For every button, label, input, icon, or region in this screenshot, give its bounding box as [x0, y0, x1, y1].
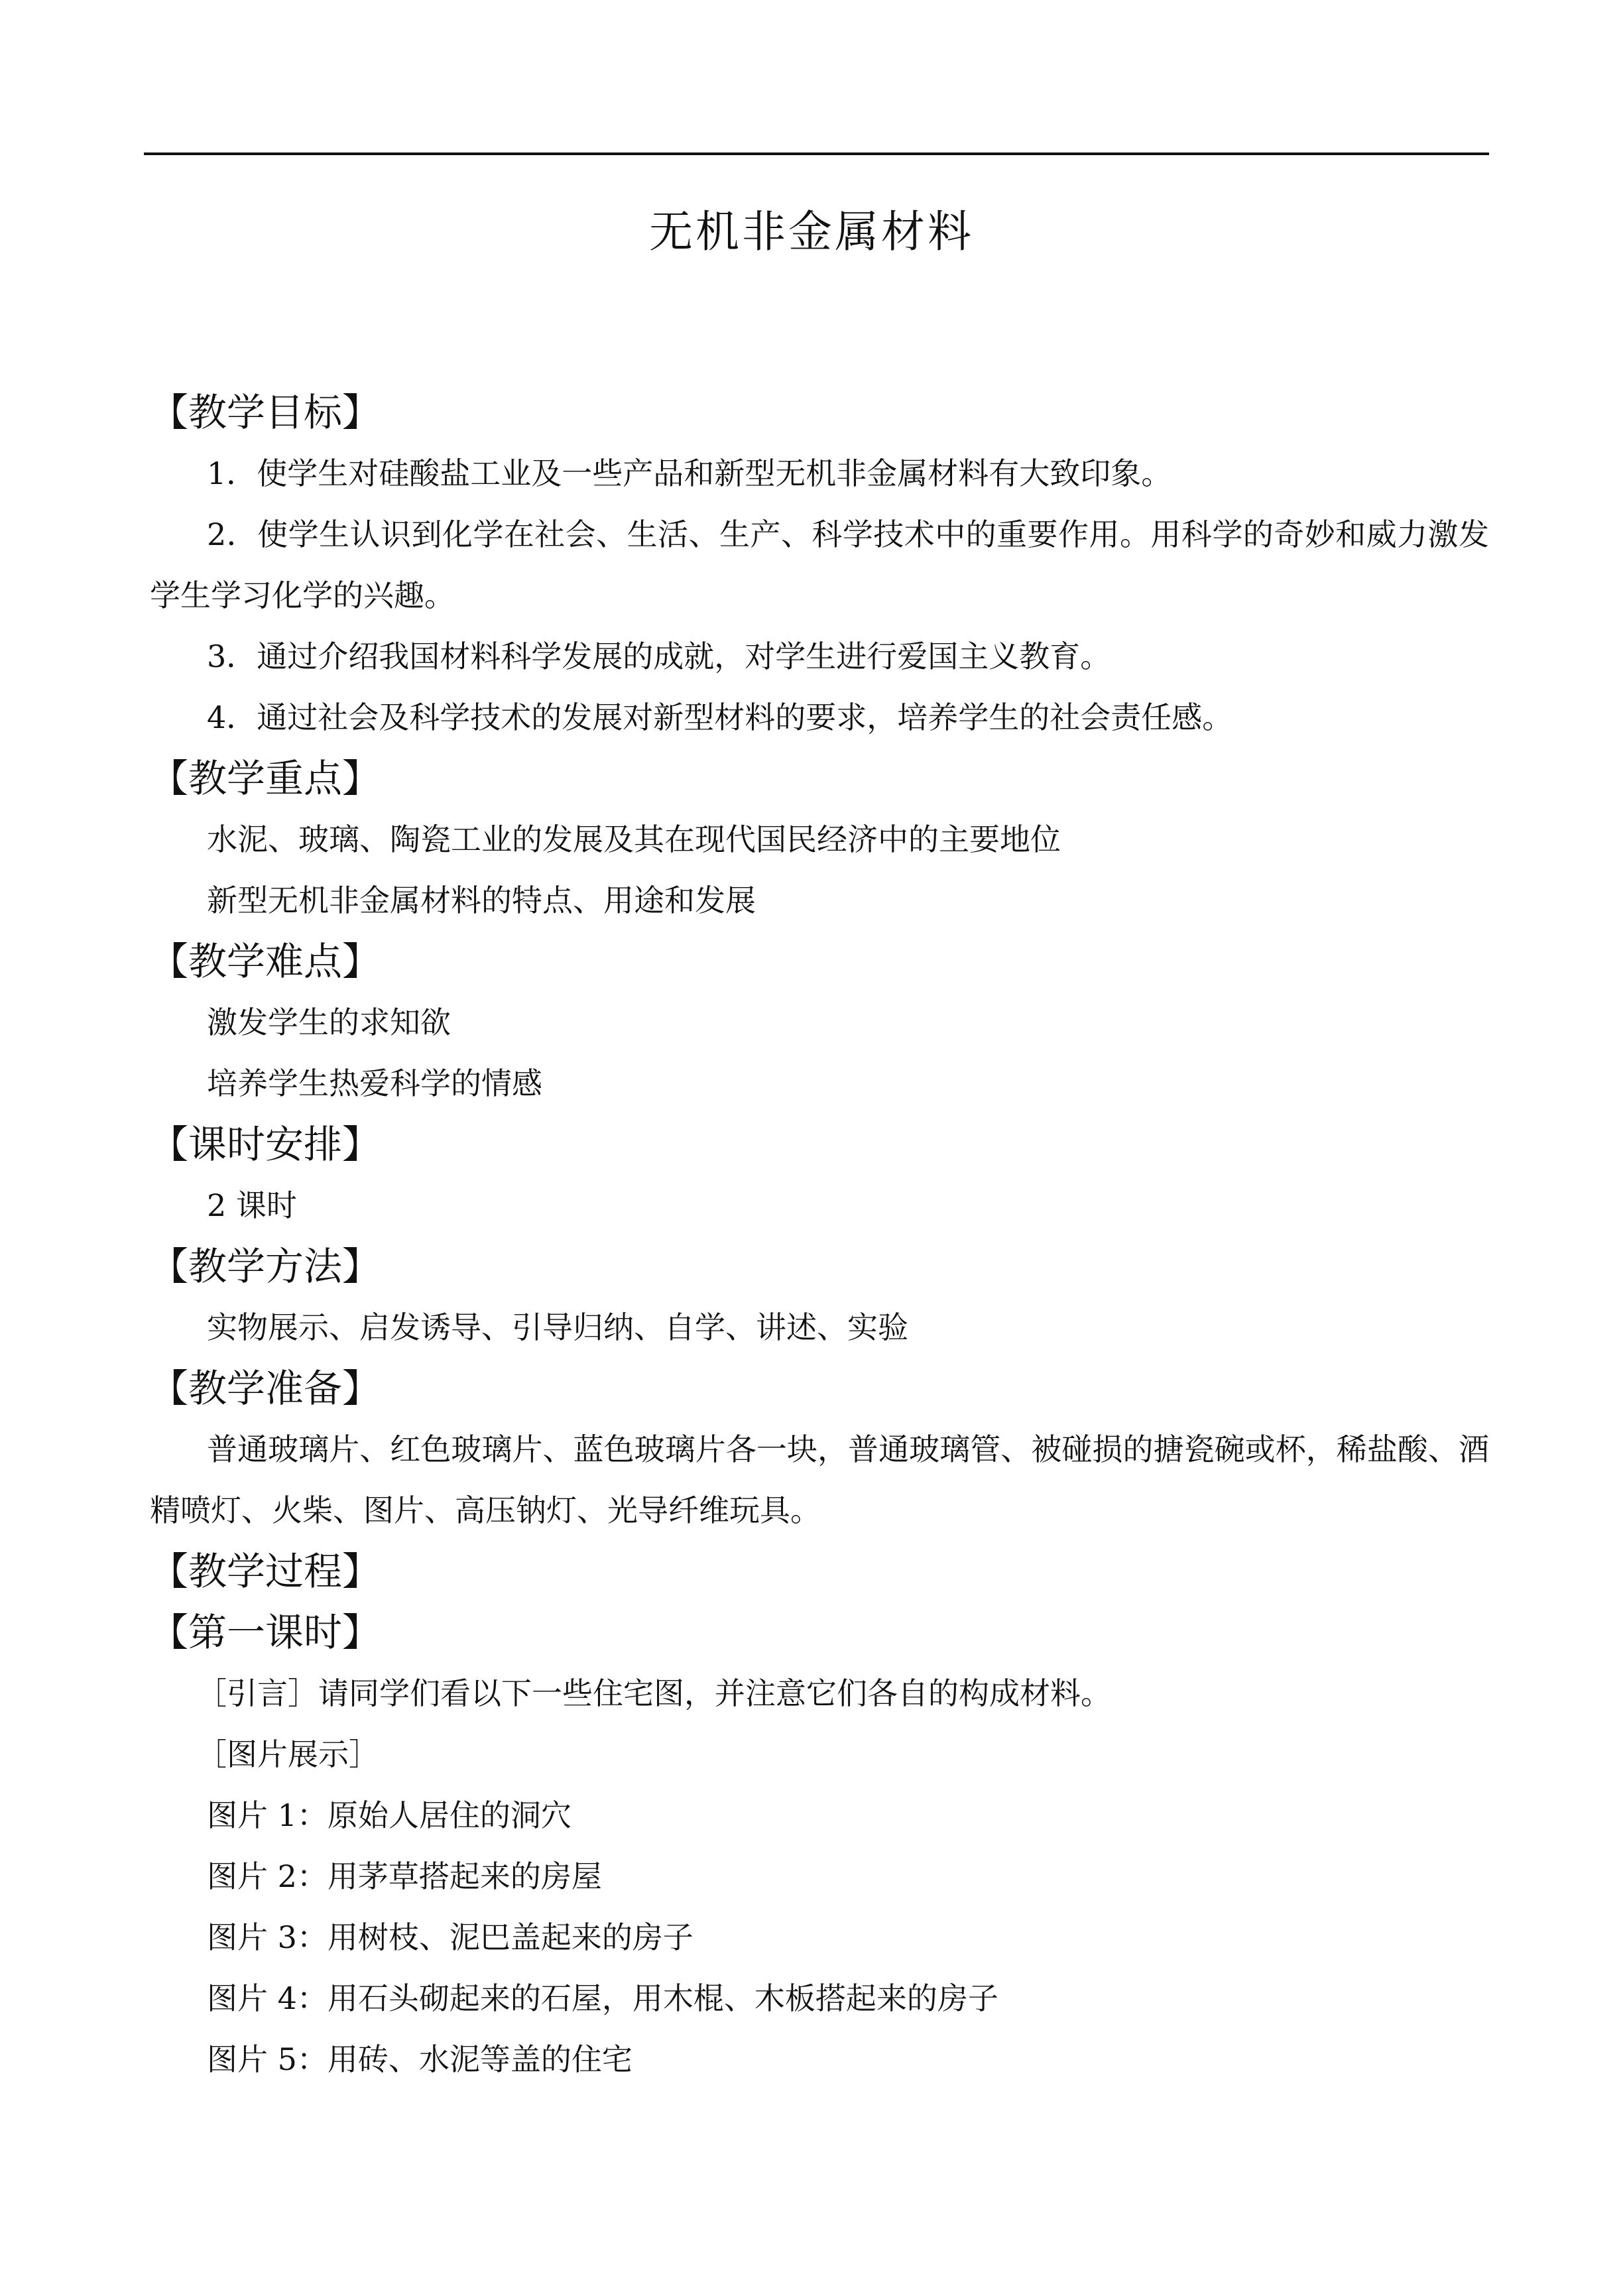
difficulty-item-2: 培养学生热爱科学的情感	[207, 1065, 542, 1101]
key-point-item-2: 新型无机非金属材料的特点、用途和发展	[207, 882, 756, 918]
objective-item-2: 2．使学生认识到化学在社会、生活、生产、科学技术中的重要作用。用科学的奇妙和威力激发学生学习化学的兴趣。	[150, 516, 1489, 613]
section-heading-process: 【教学过程】	[150, 1549, 381, 1594]
document-body	[150, 382, 1489, 2090]
objective-item-1: 1．使学生对硅酸盐工业及一些产品和新型无机非金属材料有大致印象。	[207, 455, 1172, 491]
section-heading-difficulties: 【教学难点】	[150, 939, 381, 984]
difficulty-item-1: 激发学生的求知欲	[207, 1004, 451, 1040]
page-title: 无机非金属材料	[649, 206, 974, 257]
header-rule	[144, 152, 1489, 155]
picture-display-label: ［图片展示］	[196, 1736, 379, 1772]
section-heading-methods: 【教学方法】	[150, 1244, 381, 1289]
section-heading-objectives: 【教学目标】	[150, 390, 381, 435]
section-heading-preparation: 【教学准备】	[150, 1366, 381, 1411]
section-heading-key-points: 【教学重点】	[150, 756, 381, 801]
method-item-1: 实物展示、启发诱导、引导归纳、自学、讲述、实验	[207, 1309, 908, 1345]
section-heading-lesson-1: 【第一课时】	[150, 1610, 381, 1655]
schedule-item-1: 2 课时	[207, 1187, 297, 1223]
picture-item-1: 图片 1：原始人居住的洞穴	[207, 1797, 571, 1833]
preparation-text: 普通玻璃片、红色玻璃片、蓝色玻璃片各一块，普通玻璃管、被碰损的搪瓷碗或杯，稀盐酸、酒精喷灯、火柴、图片、高压钠灯、光导纤维玩具。	[150, 1431, 1489, 1528]
picture-item-4: 图片 4：用石头砌起来的石屋，用木棍、木板搭起来的房子	[207, 1980, 998, 2016]
section-heading-schedule: 【课时安排】	[150, 1122, 381, 1167]
objective-item-4: 4．通过社会及科学技术的发展对新型材料的要求，培养学生的社会责任感。	[207, 699, 1233, 735]
objective-item-3: 3．通过介绍我国材料科学发展的成就，对学生进行爱国主义教育。	[207, 638, 1111, 674]
picture-item-3: 图片 3：用树枝、泥巴盖起来的房子	[207, 1919, 693, 1955]
picture-item-2: 图片 2：用茅草搭起来的房屋	[207, 1858, 602, 1894]
lesson-intro: ［引言］请同学们看以下一些住宅图，并注意它们各自的构成材料。	[196, 1675, 1111, 1711]
key-point-item-1: 水泥、玻璃、陶瓷工业的发展及其在现代国民经济中的主要地位	[207, 821, 1061, 857]
picture-item-5: 图片 5：用砖、水泥等盖的住宅	[207, 2041, 632, 2077]
